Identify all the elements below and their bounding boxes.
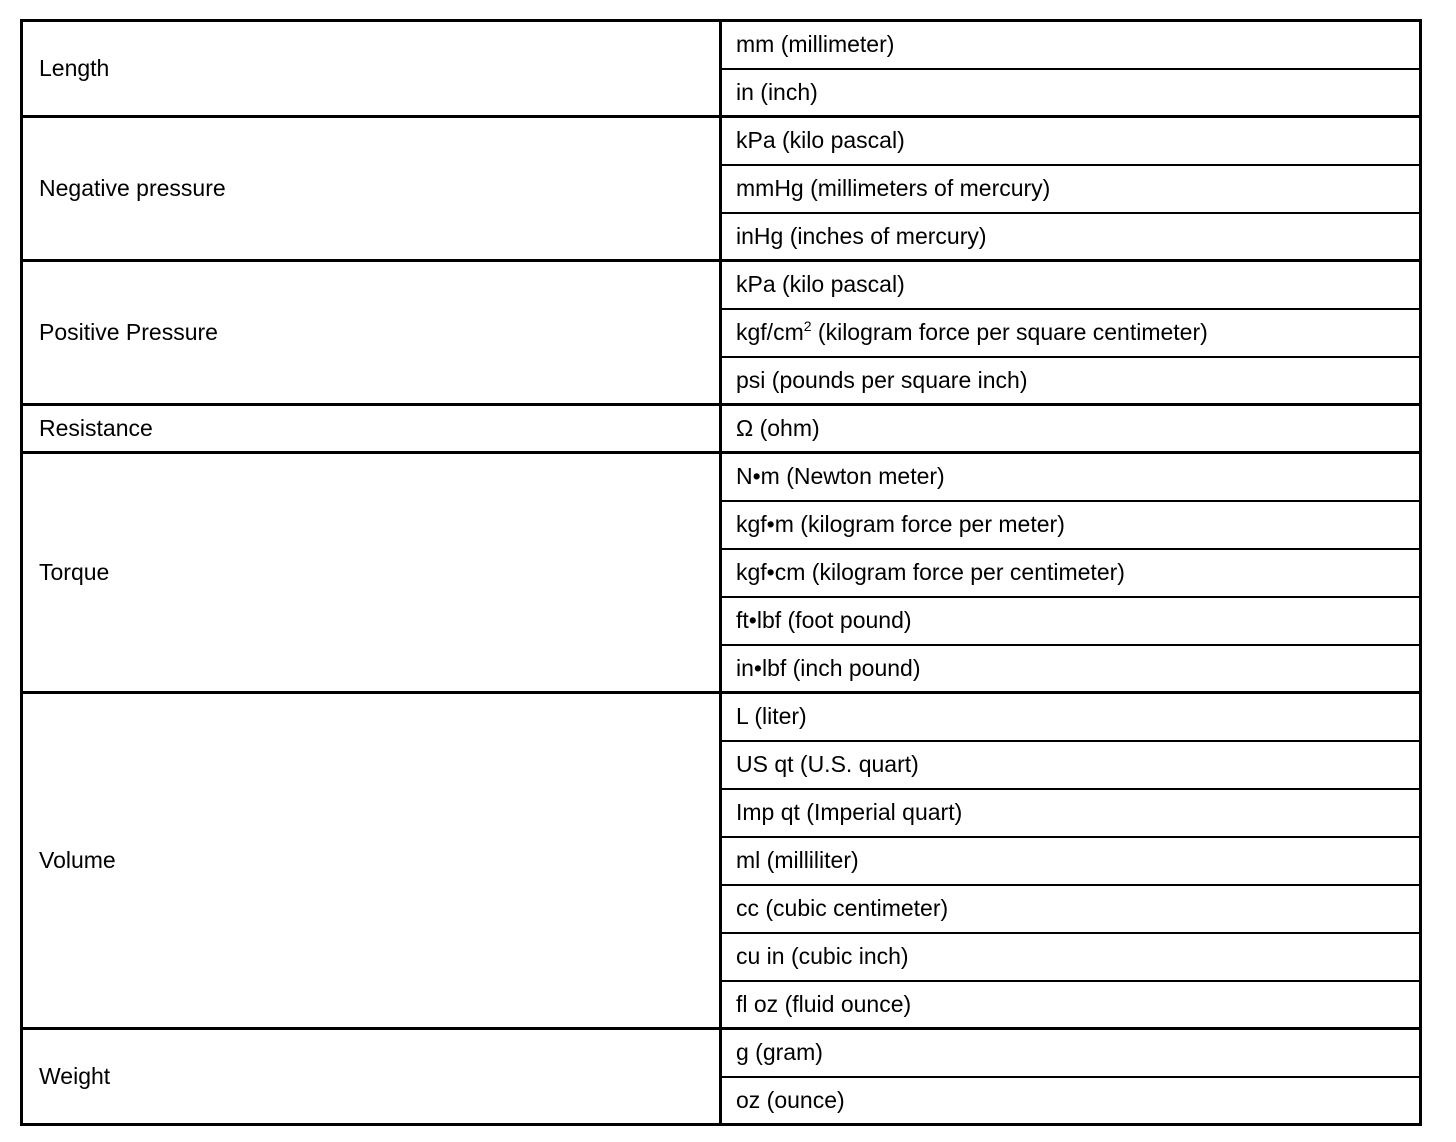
unit-cell: in•lbf (inch pound) [721, 645, 1421, 693]
unit-cell: L (liter) [721, 693, 1421, 741]
unit-cell: mmHg (millimeters of mercury) [721, 165, 1421, 213]
unit-cell: cu in (cubic inch) [721, 933, 1421, 981]
unit-cell: ft•lbf (foot pound) [721, 597, 1421, 645]
unit-cell-kgf-cm2 [721, 309, 1421, 357]
quantity-cell-resistance: Resistance [22, 405, 721, 453]
unit-cell: kgf•m (kilogram force per meter) [721, 501, 1421, 549]
quantity-cell-length: Length [22, 21, 721, 117]
table-row [22, 405, 1421, 453]
quantity-cell-weight: Weight [22, 1029, 721, 1125]
units-table [20, 19, 1422, 1126]
unit-cell: g (gram) [721, 1029, 1421, 1077]
unit-cell: ml (milliliter) [721, 837, 1421, 885]
unit-cell: kgf•cm (kilogram force per centimeter) [721, 549, 1421, 597]
quantity-cell-volume: Volume [22, 693, 721, 1029]
unit-cell: inHg (inches of mercury) [721, 213, 1421, 261]
unit-description: (kilogram force per square centimeter) [811, 319, 1208, 345]
unit-superscript: 2 [803, 318, 812, 334]
quantity-cell-positive-pressure: Positive Pressure [22, 261, 721, 405]
unit-cell: N•m (Newton meter) [721, 453, 1421, 501]
unit-cell: in (inch) [721, 69, 1421, 117]
table-row [22, 693, 1421, 741]
unit-cell: oz (ounce) [721, 1077, 1421, 1125]
unit-cell: Imp qt (Imperial quart) [721, 789, 1421, 837]
unit-cell: US qt (U.S. quart) [721, 741, 1421, 789]
quantity-cell-torque: Torque [22, 453, 721, 693]
unit-cell: mm (millimeter) [721, 21, 1421, 69]
quantity-cell-negative-pressure: Negative pressure [22, 117, 721, 261]
table-row [22, 1029, 1421, 1077]
table-row [22, 261, 1421, 309]
table-row [22, 21, 1421, 69]
unit-cell: kPa (kilo pascal) [721, 261, 1421, 309]
unit-base-text: kgf/cm [736, 319, 804, 345]
unit-cell: fl oz (fluid ounce) [721, 981, 1421, 1029]
unit-cell: kPa (kilo pascal) [721, 117, 1421, 165]
table-row [22, 453, 1421, 501]
unit-cell: psi (pounds per square inch) [721, 357, 1421, 405]
unit-cell: Ω (ohm) [721, 405, 1421, 453]
table-row [22, 117, 1421, 165]
unit-cell: cc (cubic centimeter) [721, 885, 1421, 933]
